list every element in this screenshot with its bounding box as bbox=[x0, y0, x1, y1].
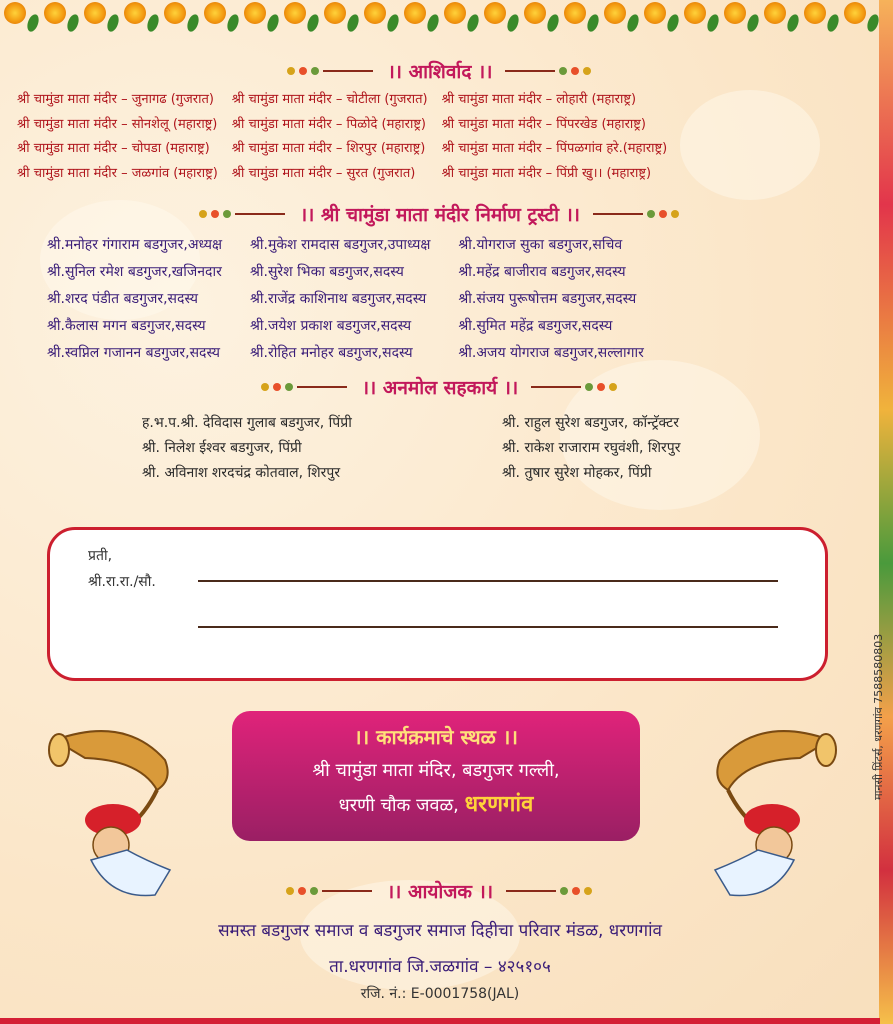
leaf-icon bbox=[545, 13, 561, 33]
marigold-icon bbox=[4, 2, 26, 24]
leaf-icon bbox=[665, 13, 681, 33]
marigold-icon bbox=[84, 2, 106, 24]
ornament-right-icon bbox=[505, 65, 595, 77]
helper-item: श्री. अविनाश शरदचंद्र कोतवाल, शिरपुर bbox=[142, 465, 341, 481]
marigold-garland bbox=[0, 0, 880, 36]
leaf-icon bbox=[745, 13, 761, 33]
marigold-icon bbox=[124, 2, 146, 24]
ornament-left-icon bbox=[259, 381, 349, 393]
leaf-icon bbox=[425, 13, 441, 33]
trustee-item: श्री.सुमित महेंद्र बडगुजर,सदस्य bbox=[458, 318, 613, 334]
trustee-item: श्री.संजय पुरूषोत्तम बडगुजर,सदस्य bbox=[458, 291, 637, 307]
leaf-icon bbox=[625, 13, 641, 33]
blessing-item: श्री चामुंडा माता मंदीर – पिंप्री खु।। (महाराष्ट्र) bbox=[441, 165, 652, 181]
marigold-icon bbox=[564, 2, 586, 24]
ornament-right-icon bbox=[593, 208, 683, 220]
venue-landmark: धरणी चौक जवळ, bbox=[338, 795, 459, 816]
marigold-icon bbox=[204, 2, 226, 24]
marigold-icon bbox=[284, 2, 306, 24]
trustee-item: श्री.सुरेश भिका बडगुजर,सदस्य bbox=[249, 264, 404, 280]
leaf-icon bbox=[105, 13, 121, 33]
horn-player-left-icon bbox=[45, 720, 195, 900]
blessing-item: श्री चामुंडा माता मंदीर – जुनागढ (गुजरात) bbox=[17, 92, 214, 107]
venue-box bbox=[232, 711, 640, 841]
blessing-item: श्री चामुंडा माता मंदीर – जळगांव (महाराष्ट्र) bbox=[17, 165, 218, 181]
venue-line-1: श्री चामुंडा माता मंदिर, बडगुजर गल्ली, bbox=[312, 760, 560, 781]
blessing-item: श्री चामुंडा माता मंदीर – पिळोदे (महाराष्ट्र) bbox=[231, 116, 426, 132]
marigold-icon bbox=[524, 2, 546, 24]
trustee-item: श्री.मुकेश रामदास बडगुजर,उपाध्यक्ष bbox=[249, 237, 431, 253]
ornament-right-icon bbox=[506, 885, 596, 897]
blessing-item: श्री चामुंडा माता मंदीर – सुरत (गुजरात) bbox=[231, 165, 416, 181]
marigold-icon bbox=[44, 2, 66, 24]
trustee-item: श्री.मनोहर गंगाराम बडगुजर,अध्यक्ष bbox=[47, 237, 222, 253]
trustee-item: श्री.शरद पंडीत बडगुजर,सदस्य bbox=[47, 291, 199, 307]
marigold-icon bbox=[444, 2, 466, 24]
trustee-item: श्री.कैलास मगन बडगुजर,सदस्य bbox=[47, 318, 206, 334]
marigold-icon bbox=[684, 2, 706, 24]
leaf-icon bbox=[145, 13, 161, 33]
trustee-item: श्री.जयेश प्रकाश बडगुजर,सदस्य bbox=[249, 318, 412, 334]
marigold-icon bbox=[324, 2, 346, 24]
marigold-icon bbox=[644, 2, 666, 24]
leaf-icon bbox=[305, 13, 321, 33]
trustee-item: श्री.रोहित मनोहर बडगुजर,सदस्य bbox=[249, 345, 413, 361]
marigold-icon bbox=[484, 2, 506, 24]
blessing-item: श्री चामुंडा माता मंदीर – सोनशेलू (महाराष्ट्र) bbox=[17, 116, 218, 132]
marigold-icon bbox=[364, 2, 386, 24]
organizers-heading bbox=[0, 878, 880, 904]
leaf-icon bbox=[265, 13, 281, 33]
trustee-item: श्री.राजेंद्र काशिनाथ बडगुजर,सदस्य bbox=[249, 291, 427, 307]
address-line-1[interactable] bbox=[198, 580, 778, 582]
ornament-right-icon bbox=[531, 381, 621, 393]
trustee-item: श्री.योगराज सुका बडगुजर,सचिव bbox=[458, 237, 623, 253]
blessing-item: श्री चामुंडा माता मंदीर – पिंपळगांव हरे.(महाराष्ट्र) bbox=[441, 141, 668, 156]
marigold-icon bbox=[804, 2, 826, 24]
venue-line-2 bbox=[232, 788, 640, 818]
blessings-heading bbox=[0, 58, 880, 84]
trustees-heading bbox=[0, 201, 880, 227]
venue-title: ।। कार्यक्रमाचे स्थळ ।। bbox=[354, 725, 518, 749]
blessing-item: श्री चामुंडा माता मंदीर – पिंपरखेड (महाराष्ट्र) bbox=[441, 116, 646, 132]
leaf-icon bbox=[225, 13, 241, 33]
organizers-heading-text: ।। आयोजक ।। bbox=[386, 881, 494, 903]
blessing-item: श्री चामुंडा माता मंदीर – चोटीला (गुजरात) bbox=[231, 92, 428, 107]
marigold-icon bbox=[764, 2, 786, 24]
leaf-icon bbox=[65, 13, 81, 33]
leaf-icon bbox=[345, 13, 361, 33]
address-line-2[interactable] bbox=[198, 626, 778, 628]
address-to-label: प्रती, bbox=[88, 548, 113, 564]
right-decor-strip bbox=[879, 0, 893, 1024]
organizers-line-2: ता.धरणगांव जि.जळगांव – ४२५१०५ bbox=[329, 957, 551, 977]
leaf-icon bbox=[385, 13, 401, 33]
printer-credit: मानसी प्रिंटर्स, धरणगांव 7588580803 bbox=[872, 633, 885, 800]
leaf-icon bbox=[825, 13, 841, 33]
trustee-item: श्री.स्वप्निल गजानन बडगुजर,सदस्य bbox=[47, 345, 221, 361]
organizers-line-1: समस्त बडगुजर समाज व बडगुजर समाज दिहीचा परिवार मंडळ, धरणगांव bbox=[218, 921, 662, 941]
venue-town: धरणगांव bbox=[464, 792, 534, 817]
helper-item: श्री. निलेश ईश्वर बडगुजर, पिंप्री bbox=[142, 440, 302, 456]
leaf-icon bbox=[25, 13, 41, 33]
trustees-list bbox=[47, 233, 644, 366]
ornament-left-icon bbox=[197, 208, 287, 220]
marigold-icon bbox=[244, 2, 266, 24]
blessing-item: श्री चामुंडा माता मंदीर – लोहारी (महाराष्ट्र) bbox=[441, 92, 637, 107]
helper-item: श्री. राकेश राजाराम रघुवंशी, शिरपुर bbox=[502, 440, 681, 456]
marigold-icon bbox=[604, 2, 626, 24]
address-salutation-label: श्री.रा.रा./सौ. bbox=[88, 574, 156, 590]
bg-petal bbox=[680, 90, 820, 200]
ornament-left-icon bbox=[284, 885, 374, 897]
marigold-icon bbox=[724, 2, 746, 24]
leaf-icon bbox=[705, 13, 721, 33]
blessing-item: श्री चामुंडा माता मंदीर – चोपडा (महाराष्ट्र) bbox=[17, 141, 210, 156]
helper-item: श्री. तुषार सुरेश मोहकर, पिंप्री bbox=[502, 465, 652, 481]
leaf-icon bbox=[505, 13, 521, 33]
blessings-list bbox=[17, 89, 667, 185]
helpers-heading-text: ।। अनमोल सहकार्य ।। bbox=[361, 377, 519, 399]
helper-item: ह.भ.प.श्री. देविदास गुलाब बडगुजर, पिंप्री bbox=[142, 415, 352, 431]
blessing-item: श्री चामुंडा माता मंदीर – शिरपुर (महाराष्ट्र) bbox=[231, 141, 426, 156]
leaf-icon bbox=[785, 13, 801, 33]
trustee-item: श्री.अजय योगराज बडगुजर,सल्लागार bbox=[458, 345, 644, 361]
marigold-icon bbox=[844, 2, 866, 24]
registration-number: रजि. नं.: E-0001758(JAL) bbox=[360, 986, 520, 1002]
horn-player-right-icon bbox=[690, 720, 840, 900]
blessings-heading-text: ।। आशिर्वाद ।। bbox=[387, 61, 493, 83]
helpers-heading bbox=[0, 374, 880, 400]
ornament-left-icon bbox=[285, 65, 375, 77]
marigold-icon bbox=[164, 2, 186, 24]
helper-item: श्री. राहुल सुरेश बडगुजर, कॉन्ट्रॅक्टर bbox=[502, 415, 679, 431]
trustee-item: श्री.महेंद्र बाजीराव बडगुजर,सदस्य bbox=[458, 264, 626, 280]
marigold-icon bbox=[404, 2, 426, 24]
bottom-border bbox=[0, 1018, 880, 1024]
leaf-icon bbox=[465, 13, 481, 33]
address-box bbox=[47, 527, 828, 681]
leaf-icon bbox=[185, 13, 201, 33]
trustee-item: श्री.सुनिल रमेश बडगुजर,खजिनदार bbox=[47, 264, 222, 280]
leaf-icon bbox=[585, 13, 601, 33]
trustees-heading-text: ।। श्री चामुंडा माता मंदीर निर्माण ट्रस्टी ।। bbox=[299, 204, 581, 226]
helpers-list bbox=[142, 411, 802, 486]
